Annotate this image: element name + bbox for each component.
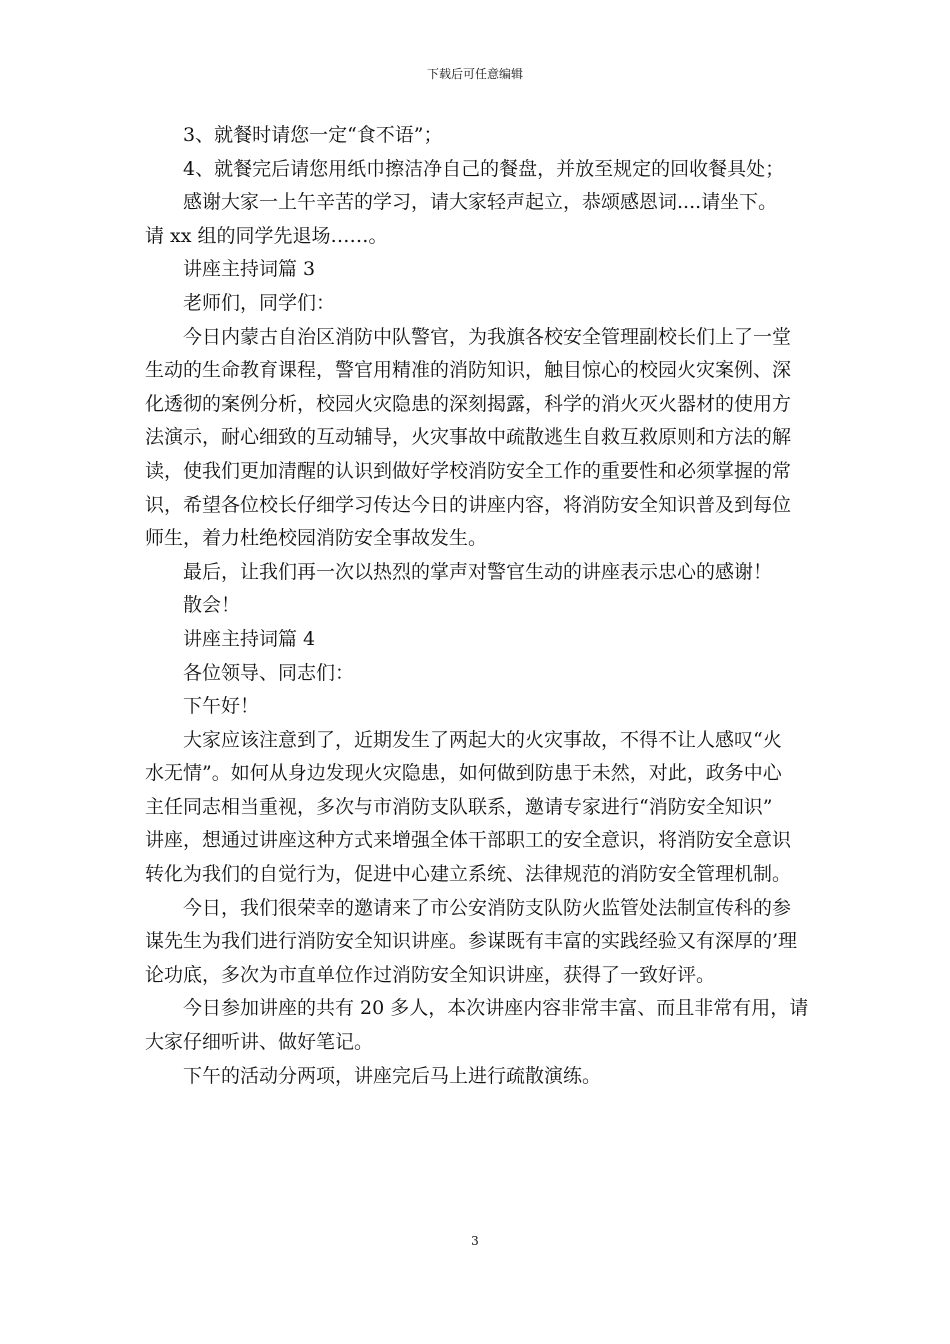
text-line: 4、就餐完后请您用纸巾擦洁净自己的餐盘，并放至规定的回收餐具处； [183, 157, 785, 180]
salutation: 老师们，同学们： [183, 291, 336, 314]
text-line: 转化为我们的自觉行为，促进中心建立系统、法律规范的消防安全管理机制。 [145, 863, 792, 886]
text-line: 谋先生为我们进行消防安全知识讲座。参谋既有丰富的实践经验又有深厚的’理 [145, 930, 798, 953]
document-body [145, 119, 809, 1093]
text-line: 大家应该注意到了，近期发生了两起大的火灾事故，不得不让人感叹“火 [183, 728, 782, 751]
text-line: 感谢大家一上午辛苦的学习，请大家轻声起立，恭颂感恩词....请坐下。 [183, 191, 778, 214]
section-heading: 讲座主持词篇 4 [183, 627, 316, 650]
text-line: 识，希望各位校长仔细学习传达今日的讲座内容，将消防安全知识普及到每位 [145, 493, 792, 516]
text-line: 论功底，多次为市直单位作过消防安全知识讲座，获得了一致好评。 [145, 963, 716, 986]
text-line: 3、就餐时请您一定“食不语”； [183, 124, 443, 146]
text-line: 水无情”。如何从身边发现火灾隐患，如何做到防患于未然，对此，政务中心 [145, 762, 782, 785]
page-number: 3 [471, 1234, 479, 1248]
text-line: 今日内蒙古自治区消防中队警官，为我旗各校安全管理副校长们上了一堂 [183, 325, 792, 348]
text-line: 主任同志相当重视，多次与市消防支队联系，邀请专家进行“消防安全知识” [145, 795, 773, 818]
text-line: 生动的生命教育课程，警官用精准的消防知识，触目惊心的校园火灾案例、深 [145, 359, 792, 382]
salutation: 各位领导、同志们： [183, 661, 355, 684]
text-line: 今日，我们很荣幸的邀请来了市公安消防支队防火监管处法制宣传科的参 [183, 896, 792, 919]
text-line: 散会！ [183, 594, 241, 617]
text-line: 大家仔细听讲、做好笔记。 [145, 1031, 374, 1054]
text-line: 最后，让我们再一次以热烈的掌声对警官生动的讲座表示忠心的感谢！ [183, 560, 773, 583]
text-line: 今日参加讲座的共有 20 多人，本次讲座内容非常丰富、而且非常有用，请 [183, 997, 809, 1020]
text-line: 下午的活动分两项，讲座完后马上进行疏散演练。 [183, 1064, 602, 1087]
text-line: 师生，着力杜绝校园消防安全事故发生。 [145, 527, 488, 550]
text-line: 读，使我们更加清醒的认识到做好学校消防安全工作的重要性和必须掌握的常 [145, 459, 792, 482]
section-heading: 讲座主持词篇 3 [183, 258, 316, 281]
text-line: 法演示，耐心细致的互动辅导，火灾事故中疏散逃生自救互救原则和方法的解 [145, 426, 792, 449]
page-header: 下载后可任意编辑 [426, 67, 523, 81]
text-line: 请 xx 组的同学先退场……。 [145, 224, 388, 247]
greeting: 下午好！ [183, 695, 260, 718]
text-line: 化透彻的案例分析，校园火灾隐患的深刻揭露，科学的消火灭火器材的使用方 [145, 392, 792, 415]
text-line: 讲座，想通过讲座这种方式来增强全体干部职工的安全意识，将消防安全意识 [145, 829, 792, 852]
